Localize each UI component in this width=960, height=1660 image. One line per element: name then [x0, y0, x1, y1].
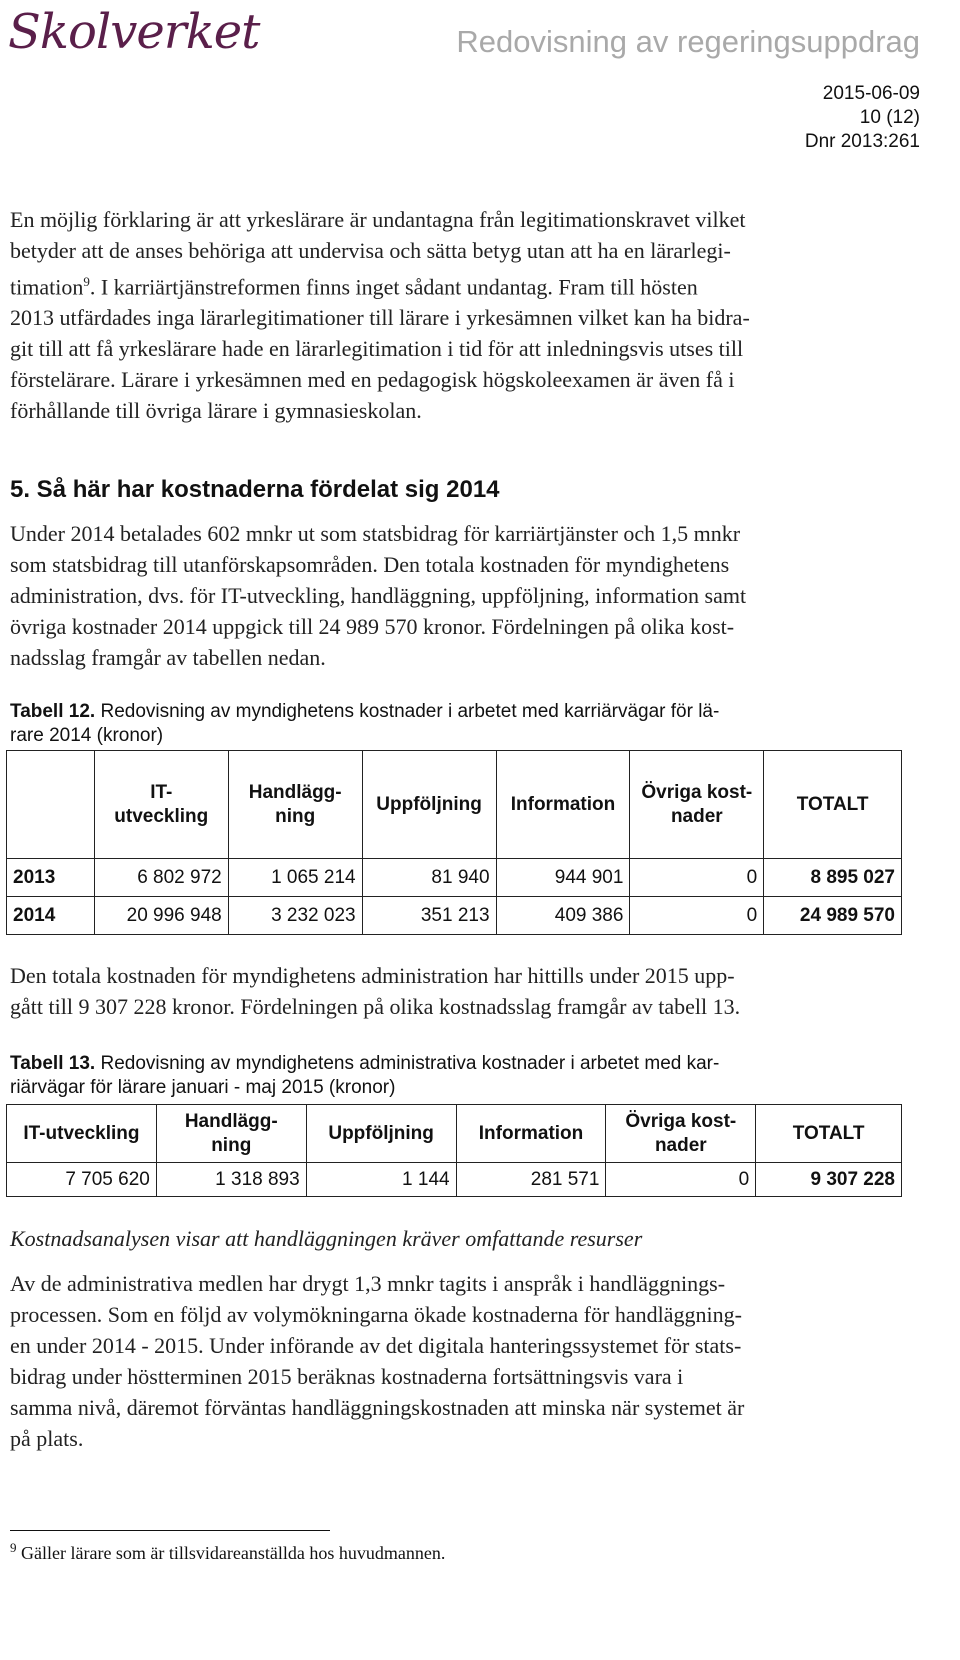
table-row [7, 897, 902, 935]
paragraph-costs-2014 [10, 518, 915, 673]
paragraph-administration [10, 1268, 915, 1454]
table-header-cell: Information [456, 1105, 606, 1163]
page-number: 10 (12) [859, 107, 920, 128]
text-line: förstelärare. Lärare i yrkesämnen med en pedagogisk högskoleexamen är även få i [10, 367, 735, 393]
table-row [7, 859, 902, 897]
text-line: på plats. [10, 1426, 84, 1451]
table-cell: 409 386 [496, 897, 630, 935]
paragraph-costs-2015 [10, 960, 915, 1022]
table-header-cell: Information [496, 751, 630, 859]
table-cell: 6 802 972 [94, 859, 228, 897]
text-line: gått till 9 307 228 kronor. Fördelningen på olika kostnadsslag framgår av tabell 13. [10, 994, 741, 1019]
document-dnr: Dnr 2013:261 [804, 131, 920, 152]
footnote-rule [10, 1530, 330, 1531]
paragraph-legitimation [10, 204, 915, 426]
table-header-cell: Handlägg- ning [228, 751, 362, 859]
text-line: processen. Som en följd av volymökningarna ökade kostnaderna för handläggning- [10, 1302, 742, 1327]
table-header-cell: Uppföljning [306, 1105, 456, 1163]
table-header-cell: TOTALT [756, 1105, 902, 1163]
table-cell-total: 9 307 228 [756, 1163, 902, 1197]
table-row [7, 1163, 902, 1197]
table-cell: 1 318 893 [156, 1163, 306, 1197]
section-heading: 5. Så här har kostnaderna fördelat sig 2014 [10, 476, 500, 503]
table-header-row [7, 1105, 902, 1163]
table-cell: 0 [630, 897, 764, 935]
table-cell: 1 065 214 [228, 859, 362, 897]
table-label: Tabell 12. [10, 701, 96, 722]
text-line: Av de administrativa medlen har drygt 1,3 mnkr tagits i anspråk i handläggnings- [10, 1271, 726, 1296]
text-line: samma nivå, däremot förväntas handläggningskostnaden att minska när systemet är [10, 1395, 745, 1420]
table-cell: 20 996 948 [94, 897, 228, 935]
document-title: Redovisning av regeringsuppdrag [456, 24, 920, 59]
text-line: Under 2014 betalades 602 mnkr ut som statsbidrag för karriärtjänster och 1,5 mnkr [10, 521, 741, 546]
text-line: övriga kostnader 2014 uppgick till 24 989 570 kronor. Fördelningen på olika kost- [10, 614, 735, 639]
table13 [6, 1104, 902, 1197]
table-header-cell: Övriga kost- nader [630, 751, 764, 859]
table-cell: 0 [606, 1163, 756, 1197]
table-cell: 3 232 023 [228, 897, 362, 935]
text-line: som statsbidrag till utanförskapsområden. Den totala kostnaden för myndighetens [10, 552, 730, 577]
text-line: Den totala kostnaden för myndighetens administration har hittills under 2015 upp- [10, 963, 735, 988]
table-cell-total: 8 895 027 [764, 859, 902, 897]
table-header-cell: IT- utveckling [94, 751, 228, 859]
document-date: 2015-06-09 [822, 83, 920, 104]
footnote: $^9$ Gäller lärare som är tillsvidareanställda hos huvudmannen. [10, 1540, 446, 1563]
text-line: förhållande till övriga lärare i gymnasieskolan. [10, 398, 422, 424]
text-line: timation$^9$. I karriärtjänstreformen finns inget sådant undantag. Fram till hösten [10, 274, 698, 300]
table-cell-year: 2014 [7, 897, 95, 935]
table13-caption: Tabell 13. Redovisning av myndighetens administrativa kostnader i arbetet med kar- riärvägar för lärare januari - maj 2015 (kronor) [10, 1053, 720, 1098]
table-cell: 944 901 [496, 859, 630, 897]
table-cell: 81 940 [362, 859, 496, 897]
text-line: betyder att de anses behöriga att undervisa och sätta betyg utan att ha en lärarlegi- [10, 238, 731, 263]
table-label: Tabell 13. [10, 1053, 96, 1074]
table-cell-total: 24 989 570 [764, 897, 902, 935]
table-header-cell: IT-utveckling [7, 1105, 157, 1163]
table-header-cell: TOTALT [764, 751, 902, 859]
table12 [6, 750, 902, 935]
table-header-cell [7, 751, 95, 859]
footnote-ref: 9 [83, 274, 90, 289]
table-cell: 281 571 [456, 1163, 606, 1197]
document-meta [805, 82, 920, 154]
table-cell: 1 144 [306, 1163, 456, 1197]
text-line: nadsslag framgår av tabellen nedan. [10, 645, 326, 670]
skolverket-logo: Skolverket [8, 4, 260, 60]
table-header-cell: Uppföljning [362, 751, 496, 859]
text-line: En möjlig förklaring är att yrkeslärare är undantagna från legitimationskravet vilket [10, 207, 746, 232]
table-cell: 0 [630, 859, 764, 897]
table-header-cell: Övriga kost- nader [606, 1105, 756, 1163]
table12-caption: Tabell 12. Redovisning av myndighetens kostnader i arbetet med karriärvägar för lä- rare 2014 (kronor) [10, 701, 720, 746]
text-line: git till att få yrkeslärare hade en lärarlegitimation i tid för att inledningsvis utses till [10, 336, 744, 362]
table-header-cell: Handlägg- ning [156, 1105, 306, 1163]
footnote-number: 9 [10, 1540, 17, 1555]
italic-subheading: Kostnadsanalysen visar att handläggningen kräver omfattande resurser [10, 1226, 643, 1251]
table-header-row [7, 751, 902, 859]
text-line: en under 2014 - 2015. Under införande av det digitala hanteringssystemet för stats- [10, 1333, 742, 1358]
text-line: bidrag under höstterminen 2015 beräknas kostnaderna fortsättningsvis vara i [10, 1364, 684, 1389]
text-line: administration, dvs. för IT-utveckling, handläggning, uppföljning, information samt [10, 583, 747, 608]
table-cell: 351 213 [362, 897, 496, 935]
text-line: 2013 utfärdades inga lärarlegitimationer till lärare i yrkesämnen vilket kan ha bidra- [10, 305, 750, 331]
table-cell-year: 2013 [7, 859, 95, 897]
table-cell: 7 705 620 [7, 1163, 157, 1197]
